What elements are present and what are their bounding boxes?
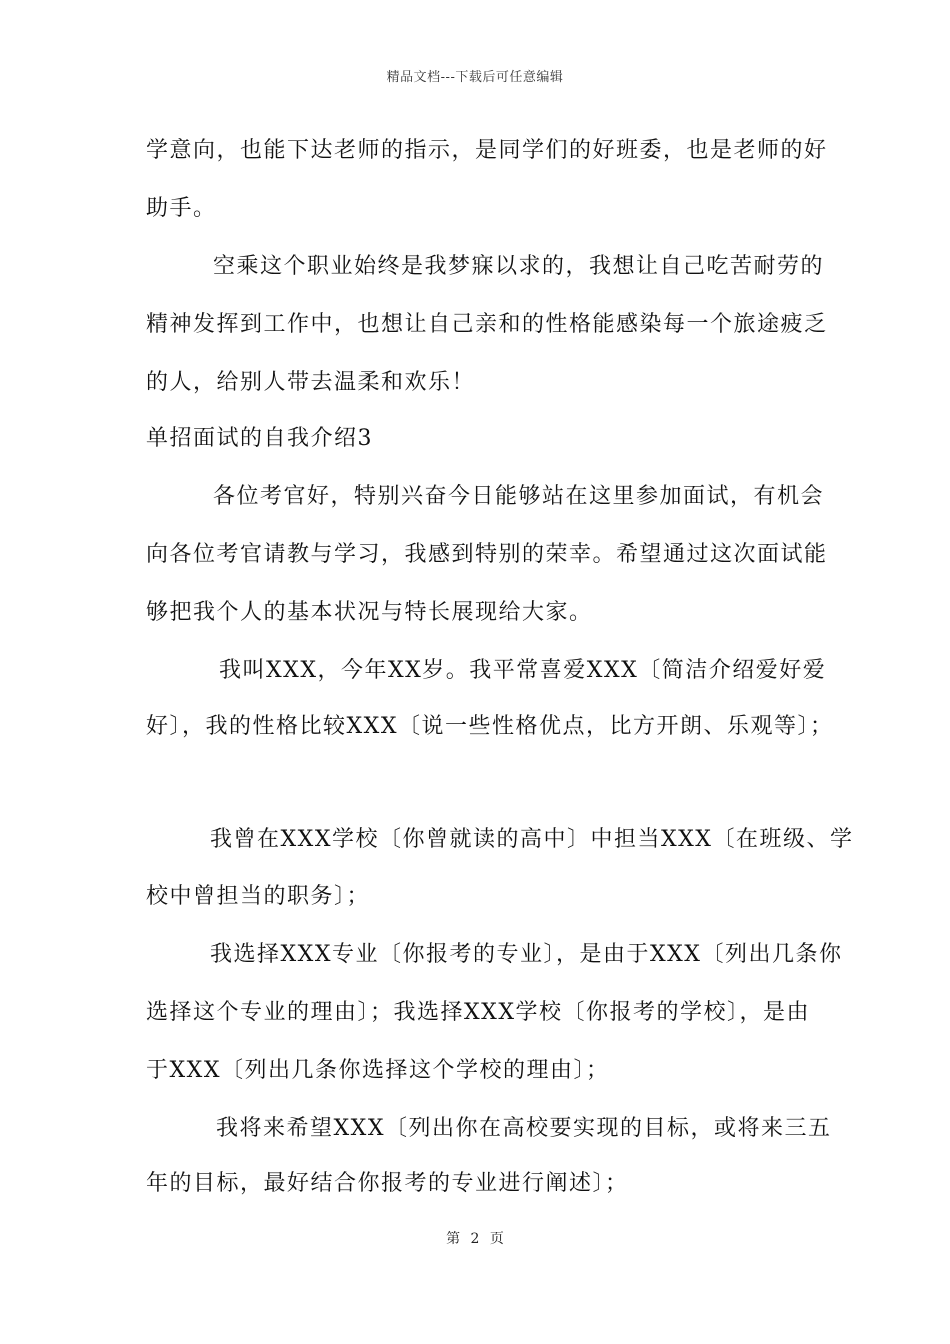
body-line: 年的目标，最好结合你报考的专业进行阐述〕； xyxy=(146,1171,629,1196)
page-number: 2 xyxy=(470,1231,480,1247)
body-line: 我曾在XXX学校〔你曾就读的高中〕中担当XXX〔在班级、学 xyxy=(210,827,854,852)
body-line: 各位考官好，特别兴奋今日能够站在这里参加面试，有机会 xyxy=(213,484,825,509)
body-line: 于XXX〔列出几条你选择这个学校的理由〕； xyxy=(146,1058,610,1083)
page-footer xyxy=(0,1228,950,1248)
section-heading: 单招面试的自我介绍3 xyxy=(146,426,373,451)
page-header: 精品文档---下载后可任意编辑 xyxy=(386,70,564,85)
body-line: 的人，给别人带去温柔和欢乐！ xyxy=(146,370,476,395)
body-line: 够把我个人的基本状况与特长展现给大家。 xyxy=(146,600,593,625)
body-line: 选择这个专业的理由〕；我选择XXX学校〔你报考的学校〕，是由 xyxy=(146,1000,810,1025)
body-line: 好〕，我的性格比较XXX〔说一些性格优点，比方开朗、乐观等〕； xyxy=(146,714,834,739)
body-line: 助手。 xyxy=(146,196,217,221)
page-number-suffix: 页 xyxy=(489,1231,504,1247)
body-line: 空乘这个职业始终是我梦寐以求的，我想让自己吃苦耐劳的 xyxy=(213,254,825,279)
body-line: 向各位考官请教与学习，我感到特别的荣幸。希望通过这次面试能 xyxy=(146,542,828,567)
body-line: 我选择XXX专业〔你报考的专业〕，是由于XXX〔列出几条你 xyxy=(210,942,843,967)
body-line: 我叫XXX，今年XX岁。我平常喜爱XXX〔简洁介绍爱好爱 xyxy=(219,658,827,683)
body-line: 校中曾担当的职务〕； xyxy=(146,884,371,909)
body-line: 学意向，也能下达老师的指示，是同学们的好班委，也是老师的好 xyxy=(146,138,828,163)
body-line: 我将来希望XXX〔列出你在高校要实现的目标，或将来三五 xyxy=(216,1116,832,1141)
page-number-prefix: 第 xyxy=(446,1231,461,1247)
body-line: 精神发挥到工作中，也想让自己亲和的性格能感染每一个旅途疲乏 xyxy=(146,312,828,337)
